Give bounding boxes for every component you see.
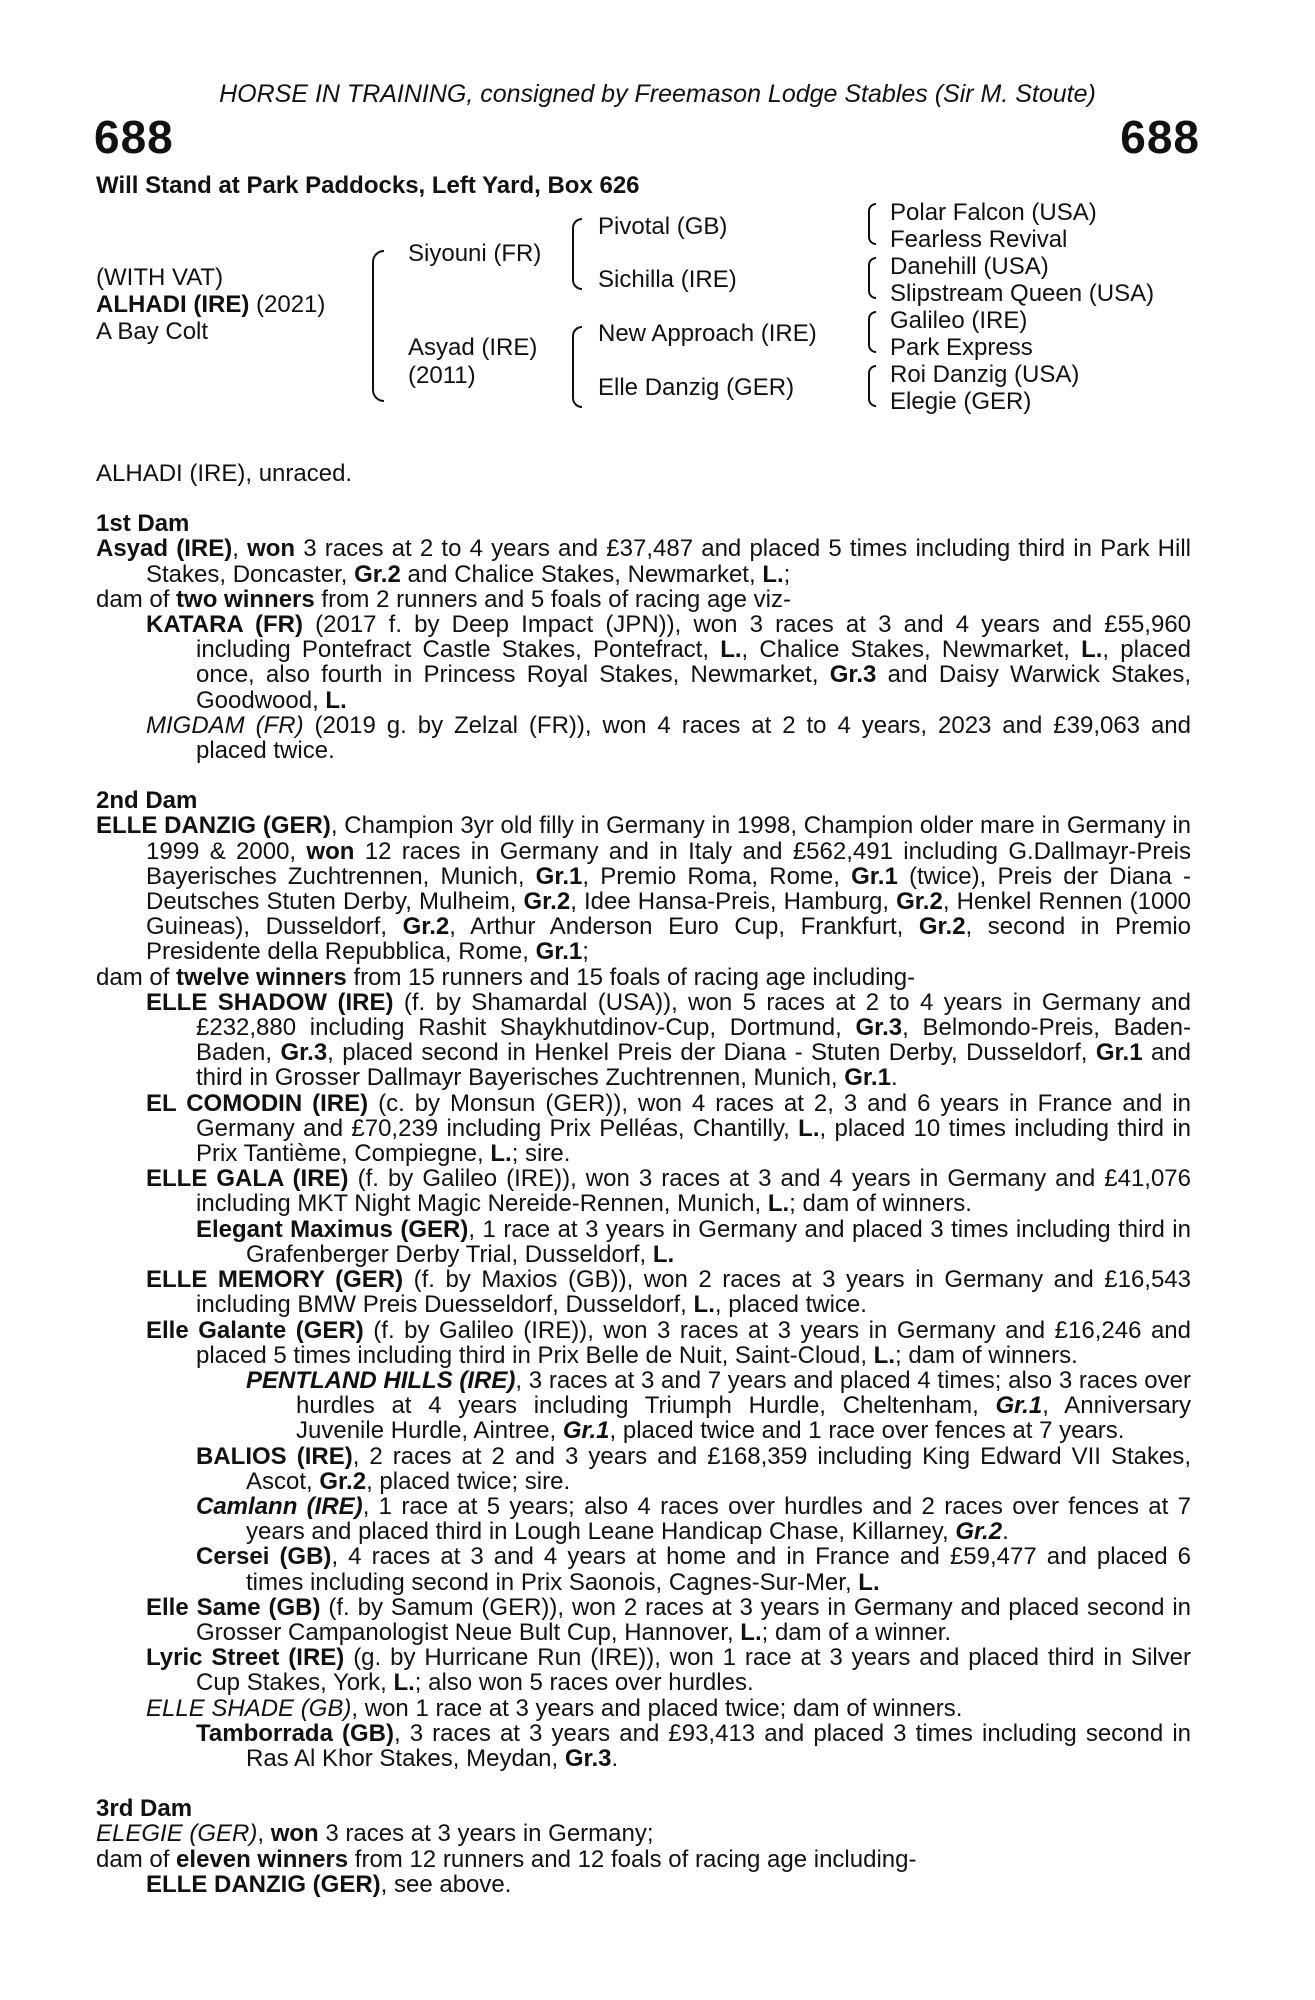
horse-name: ALHADI (IRE) — [96, 291, 250, 318]
emphasis-text: ELLE SHADE (GB) — [146, 1694, 352, 1722]
emphasis-text: L. — [393, 1669, 415, 1697]
pedigree-brace-dd — [868, 365, 876, 407]
body-text: , Chalice Stakes, Newmarket, — [741, 636, 1082, 664]
body-text: (f. by Galileo (IRE)), won 3 races at 3 and 4 years in Germany and £41,076 including MKT Night Magic Nereide-Rennen, Munich, — [196, 1165, 1191, 1218]
dam-year: (2011) — [408, 362, 476, 389]
body-text: , 1 race at 3 years in Germany and placed 3 times including third in Grafenberger Derby Trial, Dusseldorf, — [246, 1215, 1191, 1268]
second-dam-produce-item — [96, 1645, 1191, 1695]
third-dam-heading: 3rd Dam — [96, 1795, 193, 1823]
emphasis-text: L. — [1081, 636, 1103, 664]
body-text: , placed once, also fourth in Princess Royal Stakes, Newmarket, — [196, 636, 1192, 689]
emphasis-text: eleven winners — [176, 1845, 349, 1873]
body-text: , — [257, 1820, 271, 1848]
vat-note: (WITH VAT) — [96, 264, 224, 291]
emphasis-text: Gr.1 — [562, 1417, 610, 1445]
body-text: and Chalice Stakes, Newmarket, — [400, 560, 763, 588]
body-text: , 1 race at 5 years; also 4 races over hurdles and 2 races over fences at 7 years and placed third in Lough Leane Handicap Chase, Killarney, — [246, 1492, 1191, 1546]
body-text: ; also won 5 races over hurdles. — [414, 1669, 754, 1697]
emphasis-text: twelve winners — [176, 963, 347, 991]
emphasis-text: PENTLAND HILLS (IRE) — [246, 1366, 516, 1394]
second-dam-produce-item — [96, 1318, 1191, 1368]
second-dam-produce-item — [96, 1444, 1191, 1494]
body-text: , 3 races at 3 and 7 years and placed 4 times; also 3 races over hurdles at 4 years including Triumph Hurdle, Cheltenham, — [296, 1366, 1191, 1420]
emphasis-text: Tamborrada (GB) — [196, 1719, 394, 1747]
second-dam-produce-item — [96, 990, 1191, 1091]
emphasis-text: Gr.3 — [829, 661, 877, 689]
sire-dam: Sichilla (IRE) — [598, 266, 737, 293]
body-text: , Idee Hansa-Preis, Hamburg, — [570, 888, 897, 916]
emphasis-text: L. — [720, 636, 742, 664]
second-dam-intro — [96, 813, 1191, 964]
body-text: ; — [582, 938, 589, 966]
emphasis-text: KATARA (FR) — [146, 611, 303, 639]
emphasis-text: Elle Galante (GER) — [146, 1316, 364, 1344]
body-text: dam of — [96, 1845, 177, 1873]
body-text: dam of — [96, 585, 177, 613]
body-text: , placed twice and 1 race over fences at 7 years. — [609, 1417, 1125, 1445]
emphasis-text: L. — [693, 1291, 715, 1319]
emphasis-text: Lyric Street (IRE) — [146, 1644, 345, 1672]
body-text: , 4 races at 3 and 4 years at home and in France and £59,477 and placed 6 times including second in Prix Saonois, Cagnes-Sur-Mer, — [246, 1543, 1191, 1596]
body-text: , placed twice; sire. — [366, 1467, 571, 1495]
second-dam-produce-item — [96, 1368, 1191, 1444]
body-text: ; sire. — [511, 1140, 571, 1168]
emphasis-text: Elle Same (GB) — [146, 1593, 321, 1621]
emphasis-text: Gr.1 — [535, 862, 583, 890]
second-dam-produce-item — [96, 1267, 1191, 1317]
body-text: , won 1 race at 3 years and placed twice; dam of winners. — [351, 1694, 963, 1722]
horse-description: A Bay Colt — [96, 318, 209, 345]
emphasis-text: Gr.3 — [564, 1744, 612, 1772]
body-text: (g. by Hurricane Run (IRE)), won 1 race at 3 years and placed third in Silver Cup Stakes, York, — [196, 1644, 1191, 1697]
lot-number-right: 688 — [1120, 111, 1200, 163]
body-text: . — [1002, 1518, 1009, 1546]
body-text: 12 races in Germany and in Italy and £562,491 including G.Dallmayr-Preis Bayerisches Zuchtrennen, Munich, — [146, 837, 1191, 890]
body-text: and Daisy Warwick Stakes, Goodwood, — [196, 661, 1191, 714]
emphasis-text: L. — [873, 1341, 895, 1369]
dam-dam-sire: Roi Danzig (USA) — [890, 361, 1080, 388]
emphasis-text: Asyad (IRE) — [96, 535, 233, 563]
third-dam-intro — [96, 1821, 1191, 1846]
emphasis-text: L. — [798, 1114, 820, 1142]
unraced-note: ALHADI (IRE), unraced. — [96, 460, 353, 487]
emphasis-text: two winners — [176, 585, 315, 613]
body-text: . — [611, 1744, 619, 1772]
pedigree-brace-main — [372, 250, 384, 402]
emphasis-text: ELLE DANZIG (GER) — [96, 812, 331, 840]
body-text: , Champion 3yr old filly in Germany in 1998, Champion older mare in Germany in 1999 & 2000, — [146, 812, 1192, 865]
emphasis-text: Gr.1 — [995, 1392, 1043, 1420]
emphasis-text: L. — [762, 560, 784, 588]
body-text: (c. by Monsun (GER)), won 4 races at 2, 3 and 6 years in France and in Germany and £70,239 including Prix Pelléas, Chantilly, — [196, 1089, 1192, 1142]
body-text: (f. by Shamardal (USA)), won 5 races at 2 to 4 years in Germany and £232,880 including Rashit Shaykhutdinov-Cup, Dortmund, — [196, 988, 1191, 1042]
sire: Siyouni (FR) — [408, 240, 542, 267]
body-text: (2017 f. by Deep Impact (JPN)), won 3 races at 3 and 4 years and £55,960 including Pontefract Castle Stakes, Pontefract, — [196, 611, 1192, 664]
emphasis-text: Elegant Maximus (GER) — [196, 1215, 469, 1243]
horse-year: (2021) — [256, 291, 326, 318]
second-dam-produce-item — [96, 1091, 1191, 1167]
first-dam-produce-item — [96, 713, 1191, 763]
sire-sire-sire: Polar Falcon (USA) — [890, 199, 1097, 226]
horse-name-line — [96, 291, 325, 318]
dam-dam-dam: Elegie (GER) — [890, 388, 1032, 415]
emphasis-text: Gr.2 — [918, 913, 966, 941]
sire-sire-dam: Fearless Revival — [890, 226, 1068, 253]
first-dam-produce-summary — [96, 587, 1191, 612]
pedigree-brace-ss — [868, 203, 876, 245]
first-dam-heading: 1st Dam — [96, 510, 190, 538]
body-text: ; dam of winners. — [895, 1341, 1078, 1369]
first-dam-produce-item — [96, 612, 1191, 713]
second-dam-produce-item — [96, 1721, 1191, 1771]
dam-sire-dam: Park Express — [890, 334, 1033, 361]
body-text: , Anniversary Juvenile Hurdle, Aintree, — [296, 1392, 1191, 1445]
emphasis-text: L. — [740, 1618, 762, 1646]
body-text: (f. by Samum (GER)), won 2 races at 3 years in Germany and placed second in Grosser Campanologist Neue Bult Cup, Hannover, — [196, 1593, 1191, 1646]
emphasis-text: Gr.3 — [855, 1014, 903, 1042]
emphasis-text: Cersei (GB) — [196, 1543, 332, 1571]
emphasis-text: Gr.2 — [354, 560, 401, 588]
second-dam-produce-item — [96, 1166, 1191, 1216]
body-text: 3 races at 3 years in Germany; — [318, 1820, 654, 1848]
emphasis-text: L. — [652, 1240, 675, 1268]
sire-sire: Pivotal (GB) — [598, 213, 728, 240]
dam-sire: New Approach (IRE) — [598, 320, 817, 347]
emphasis-text: Gr.1 — [1095, 1039, 1143, 1067]
body-text: dam of — [96, 963, 177, 991]
body-text: 3 races at 2 to 4 years and £37,487 and placed 5 times including third in Park Hill Stakes, Doncaster, — [146, 535, 1191, 588]
body-text: , placed twice. — [714, 1291, 867, 1319]
first-dam-intro — [96, 536, 1191, 586]
emphasis-text: BALIOS (IRE) — [196, 1442, 353, 1470]
sire-dam-sire: Danehill (USA) — [890, 253, 1049, 280]
dam: Asyad (IRE) — [408, 334, 538, 361]
second-dam-heading: 2nd Dam — [96, 787, 198, 815]
emphasis-text: L. — [858, 1568, 880, 1596]
body-text: , 2 races at 2 and 3 years and £168,359 including King Edward VII Stakes, Ascot, — [246, 1442, 1192, 1495]
pedigree-brace-sd — [868, 257, 876, 299]
emphasis-text: L. — [767, 1190, 790, 1218]
emphasis-text: won — [270, 1820, 319, 1848]
pedigree-brace-ds — [868, 311, 876, 353]
body-text: , Henkel Rennen (1000 Guineas), Dusseldorf, — [146, 888, 1191, 941]
second-dam-produce-item — [96, 1595, 1191, 1645]
body-text: , Arthur Anderson Euro Cup, Frankfurt, — [449, 913, 919, 941]
body-text: ; dam of winners. — [789, 1190, 972, 1218]
body-text: from 15 runners and 15 foals of racing age including- — [346, 963, 916, 991]
third-dam-produce-summary — [96, 1847, 1191, 1872]
third-dam-produce-item — [96, 1872, 1191, 1897]
body-text: , 3 races at 3 years and £93,413 and placed 3 times including second in Ras Al Khor Stakes, Meydan, — [246, 1719, 1191, 1772]
race-record — [96, 461, 1191, 1897]
second-dam-produce-item — [96, 1696, 1191, 1721]
emphasis-text: Gr.1 — [535, 938, 583, 966]
dam-dam: Elle Danzig (GER) — [598, 374, 795, 401]
emphasis-text: won — [306, 837, 355, 865]
body-text: , Belmondo-Preis, Baden-Baden, — [196, 1014, 1191, 1067]
body-text: , see above. — [380, 1870, 512, 1898]
body-text: , placed 10 times including third in Prix Tantième, Compiegne, — [196, 1114, 1191, 1168]
emphasis-text: MIGDAM (FR) — [146, 711, 304, 739]
body-text: , Premio Roma, Rome, — [582, 862, 852, 890]
emphasis-text: ELLE GALA (IRE) — [146, 1165, 349, 1193]
emphasis-text: Camlann (IRE) — [196, 1492, 363, 1520]
emphasis-text: Gr.1 — [844, 1064, 891, 1092]
sire-dam-dam: Slipstream Queen (USA) — [890, 280, 1155, 307]
body-text: and third in Grosser Dallmayr Bayerisches Zuchtrennen, Munich, — [196, 1039, 1191, 1092]
emphasis-text: Gr.2 — [319, 1467, 367, 1495]
emphasis-text: Gr.2 — [955, 1518, 1003, 1546]
emphasis-text: EL COMODIN (IRE) — [146, 1089, 369, 1117]
body-text: (f. by Galileo (IRE)), won 3 races at 3 years in Germany and £16,246 and placed 5 times including third in Prix Belle de Nuit, Saint-Cloud, — [196, 1316, 1191, 1369]
body-text: from 12 runners and 12 foals of racing age including- — [348, 1845, 917, 1873]
body-text: . — [890, 1064, 898, 1092]
emphasis-text: ELLE DANZIG (GER) — [146, 1870, 381, 1898]
body-text: (2019 g. by Zelzal (FR)), won 4 races at 2 to 4 years, 2023 and £39,063 and placed twice. — [196, 711, 1191, 765]
stand-location: Will Stand at Park Paddocks, Left Yard, Box 626 — [96, 172, 640, 199]
body-text: , — [232, 535, 248, 563]
body-text: , placed second in Henkel Preis der Diana - Stuten Derby, Dusseldorf, — [327, 1039, 1096, 1067]
emphasis-text: Gr.2 — [402, 913, 450, 941]
body-text: (f. by Maxios (GB)), won 2 races at 3 years in Germany and £16,543 including BMW Preis Duesseldorf, Dusseldorf, — [196, 1266, 1191, 1319]
body-text: ; dam of a winner. — [761, 1618, 952, 1646]
dam-sire-sire: Galileo (IRE) — [890, 307, 1028, 334]
body-text: from 2 runners and 5 foals of racing age viz- — [314, 585, 791, 613]
pedigree-brace-sire — [572, 218, 582, 290]
emphasis-text: ELEGIE (GER) — [96, 1820, 258, 1848]
emphasis-text: won — [247, 535, 296, 563]
emphasis-text: L. — [325, 686, 347, 714]
emphasis-text: Gr.1 — [851, 862, 898, 890]
body-text: , second in Premio Presidente della Repubblica, Rome, — [146, 913, 1191, 966]
body-text: (twice), Preis der Diana - Deutsches Stuten Derby, Mulheim, — [146, 862, 1192, 916]
page-header: HORSE IN TRAINING, consigned by Freemason Lodge Stables (Sir M. Stoute) — [219, 80, 1096, 108]
emphasis-text: ELLE SHADOW (IRE) — [146, 988, 394, 1016]
second-dam-produce-item — [96, 1217, 1191, 1267]
second-dam-produce-item — [96, 1544, 1191, 1594]
emphasis-text: Gr.2 — [896, 888, 943, 916]
second-dam-produce-item — [96, 1494, 1191, 1544]
emphasis-text: Gr.2 — [523, 888, 571, 916]
second-dam-produce-summary — [96, 965, 1191, 990]
pedigree-brace-dam — [572, 326, 582, 408]
body-text: ; — [783, 560, 791, 588]
emphasis-text: ELLE MEMORY (GER) — [146, 1266, 404, 1294]
second-dam-produce-list — [96, 990, 1191, 1771]
emphasis-text: L. — [490, 1140, 512, 1168]
emphasis-text: Gr.3 — [280, 1039, 328, 1067]
lot-number-left: 688 — [94, 111, 174, 163]
